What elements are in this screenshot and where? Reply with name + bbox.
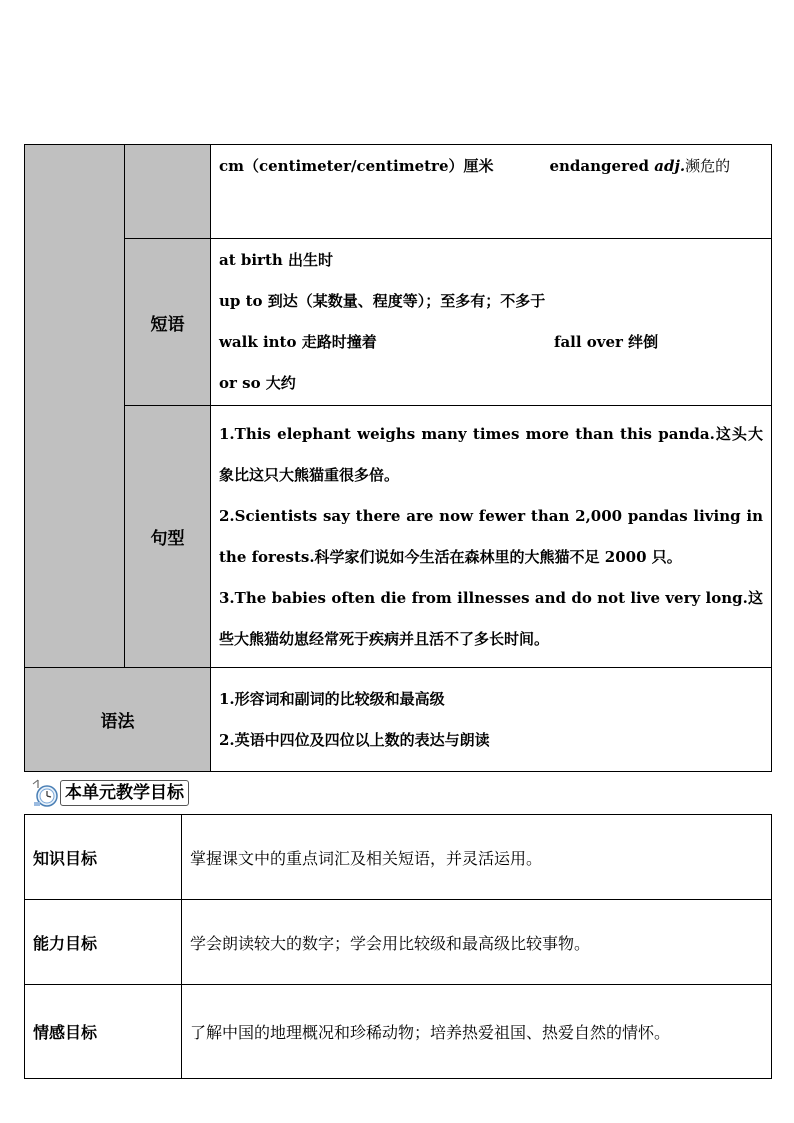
goal-value-emotion: 了解中国的地理概况和珍稀动物；培养热爱祖国、热爱自然的情怀。	[182, 985, 772, 1079]
goal-value-ability: 学会朗读较大的数字；学会用比较级和最高级比较事物。	[182, 900, 772, 985]
sentences-cell	[211, 406, 772, 668]
phrase-1: at birth 出生时	[219, 251, 334, 269]
category-cell	[25, 145, 125, 668]
sentence-1: 1.This elephant weighs many times more than this panda.这头大象比这只大熊猫重很多倍。	[219, 424, 763, 484]
section-title: 本单元教学目标	[60, 780, 189, 806]
vocab-item-2-word: endangered	[549, 157, 655, 175]
phrase-3: walk into 走路时撞着	[219, 333, 377, 351]
vocab-cell	[211, 145, 772, 239]
sentence-2: 2.Scientists say there are now fewer than 2,000 pandas living in the forests.科学家们说如今生活在森林里的大熊猫不足 2000 只。	[219, 506, 763, 566]
phrase-4: fall over 绊倒	[554, 333, 659, 351]
vocab-label-cell	[125, 145, 211, 239]
section-heading	[30, 778, 189, 808]
goal-key-knowledge: 知识目标	[25, 815, 182, 900]
vocab-item-2-meaning: 濒危的	[685, 157, 731, 175]
grammar-1: 1.形容词和副词的比较级和最高级	[219, 689, 445, 708]
grammar-label: 语法	[25, 668, 211, 772]
phrases-label: 短语	[125, 239, 211, 406]
sentences-label: 句型	[125, 406, 211, 668]
vocab-item-1: cm（centimeter/centimetre）厘米	[219, 157, 494, 175]
goal-key-ability: 能力目标	[25, 900, 182, 985]
phrases-cell	[211, 239, 772, 406]
goal-key-emotion: 情感目标	[25, 985, 182, 1079]
sentence-3: 3.The babies often die from illnesses and do not live very long.这些大熊猫幼崽经常死于疾病并且活不了多长时间。	[219, 588, 763, 648]
phrase-2: up to 到达（某数量、程度等）；至多有；不多于	[219, 292, 546, 310]
language-points-table	[24, 144, 772, 772]
goal-value-knowledge: 掌握课文中的重点词汇及相关短语，并灵活运用。	[182, 815, 772, 900]
clock-icon	[30, 778, 64, 808]
vocab-item-2-pos: adj.	[654, 157, 686, 175]
teaching-goals-table	[24, 814, 772, 1079]
grammar-2: 2.英语中四位及四位以上数的表达与朗读	[219, 730, 490, 749]
grammar-cell	[211, 668, 772, 772]
phrase-5: or so 大约	[219, 374, 296, 392]
